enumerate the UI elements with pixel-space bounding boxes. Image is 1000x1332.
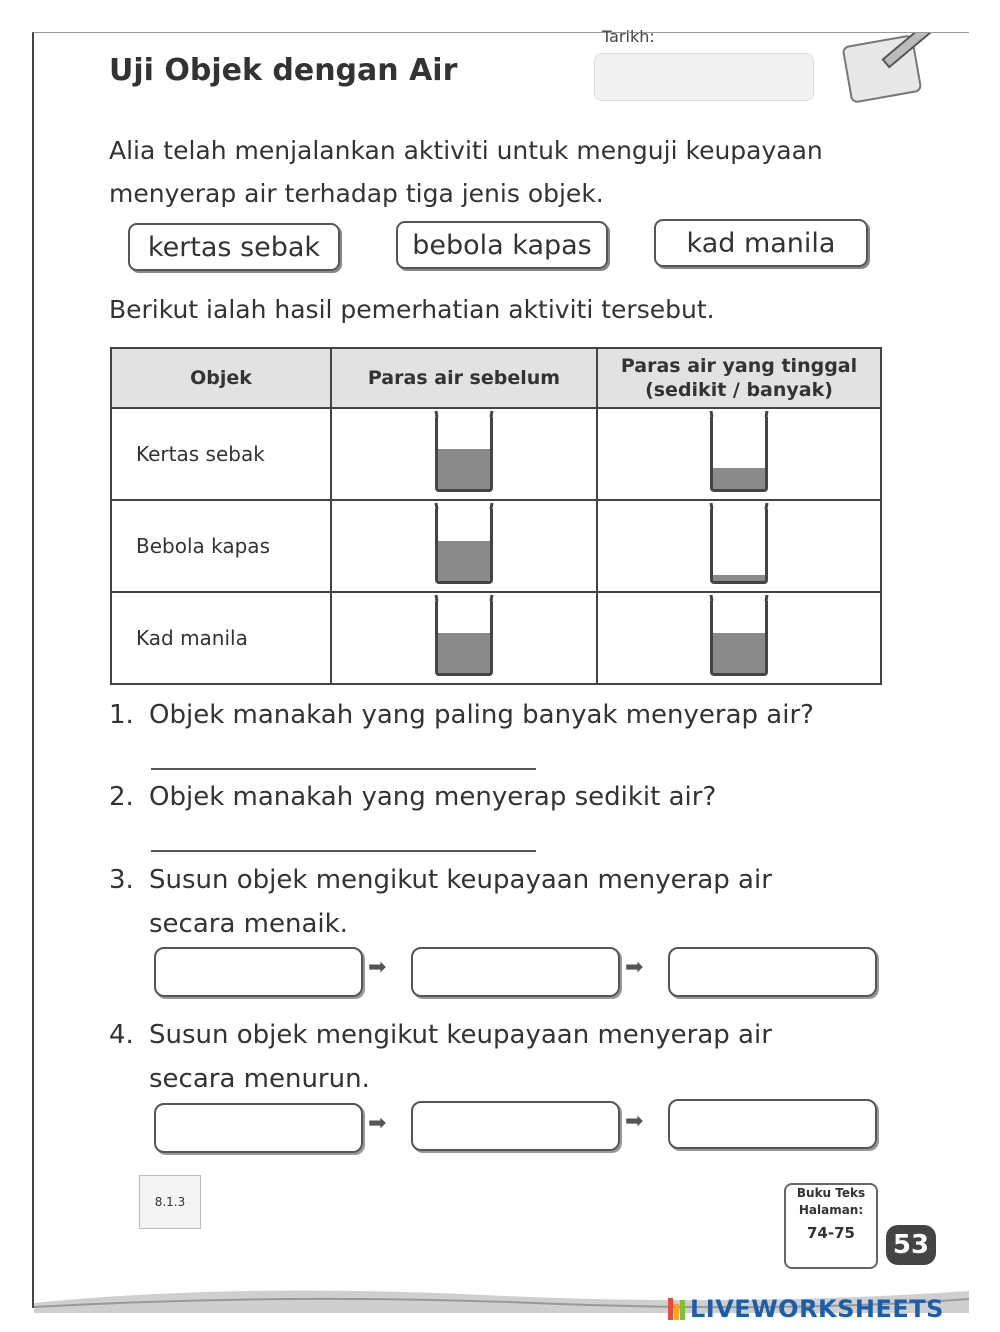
beaker-before-icon (435, 417, 493, 492)
table-row (111, 500, 881, 592)
question-text: Objek manakah yang menyerap sedikit air? (149, 782, 717, 812)
pencil-book-icon (829, 33, 944, 103)
answer-3-box-2[interactable] (411, 947, 620, 997)
question-text: Susun objek mengikut keupayaan menyerap air (149, 1020, 772, 1050)
page-title: Uji Objek dengan Air (109, 53, 458, 88)
object-chip-kad-manila: kad manila (654, 219, 868, 267)
page-range: 74-75 (807, 1224, 855, 1242)
date-input[interactable] (594, 53, 814, 101)
question-3 (109, 858, 772, 946)
answer-4-box-1[interactable] (154, 1103, 363, 1153)
page-label: Halaman: (798, 1203, 864, 1217)
textbook-reference (784, 1183, 878, 1269)
header-after: Paras air yang tinggal (sedikit / banyak) (597, 348, 881, 408)
water-level (438, 633, 490, 673)
answer-3-box-1[interactable] (154, 947, 363, 997)
brand-name: LIVEWORKSHEETS (690, 1295, 944, 1323)
water-level (713, 468, 765, 488)
beaker-after-icon (710, 601, 768, 676)
question-4 (109, 1013, 772, 1101)
question-2 (109, 775, 716, 819)
question-number: 1. (109, 700, 134, 730)
intro-text: Alia telah menjalankan aktiviti untuk menguji keupayaan menyerap air terhadap tiga jenis objek. (109, 136, 823, 208)
answer-3-box-3[interactable] (668, 947, 877, 997)
question-1 (109, 693, 814, 737)
observation-lead: Berikut ialah hasil pemerhatian aktiviti tersebut. (109, 295, 715, 324)
table-row (111, 408, 881, 500)
question-text: Objek manakah yang paling banyak menyerap air? (149, 700, 814, 730)
question-number: 3. (109, 865, 134, 895)
answer-2-input[interactable] (151, 850, 536, 852)
answer-1-input[interactable] (151, 768, 536, 770)
question-number: 4. (109, 1020, 134, 1050)
page-number: 53 (886, 1225, 936, 1265)
date-label: Tarikh: (602, 27, 655, 46)
standard-code: 8.1.3 (139, 1175, 201, 1229)
row-object-name: Bebola kapas (111, 500, 331, 592)
answer-4-box-3[interactable] (668, 1099, 877, 1149)
header-before: Paras air sebelum (331, 348, 597, 408)
beaker-before-icon (435, 509, 493, 584)
water-level (438, 449, 490, 489)
arrow-right-icon: ➡ (368, 955, 387, 980)
arrow-right-icon: ➡ (625, 1109, 644, 1134)
question-number: 2. (109, 782, 134, 812)
water-level (713, 633, 765, 673)
observation-table (110, 347, 882, 685)
answer-4-box-2[interactable] (411, 1101, 620, 1151)
row-object-name: Kertas sebak (111, 408, 331, 500)
object-chip-kertas-sebak: kertas sebak (128, 223, 340, 271)
beaker-after-icon (710, 509, 768, 584)
water-level (713, 575, 765, 581)
question-text: Susun objek mengikut keupayaan menyerap air (149, 865, 772, 895)
table-row (111, 592, 881, 684)
beaker-before-icon (435, 601, 493, 676)
beaker-after-icon (710, 417, 768, 492)
worksheet-page (32, 27, 969, 1308)
arrow-right-icon: ➡ (625, 955, 644, 980)
arrow-right-icon: ➡ (368, 1111, 387, 1136)
liveworksheets-logo-icon (668, 1298, 686, 1320)
question-text-cont: secara menurun. (149, 1064, 370, 1094)
header-objek: Objek (111, 348, 331, 408)
object-chip-bebola-kapas: bebola kapas (396, 221, 608, 269)
row-object-name: Kad manila (111, 592, 331, 684)
book-label: Buku Teks (796, 1186, 866, 1200)
water-level (438, 541, 490, 581)
question-text-cont: secara menaik. (149, 909, 348, 939)
